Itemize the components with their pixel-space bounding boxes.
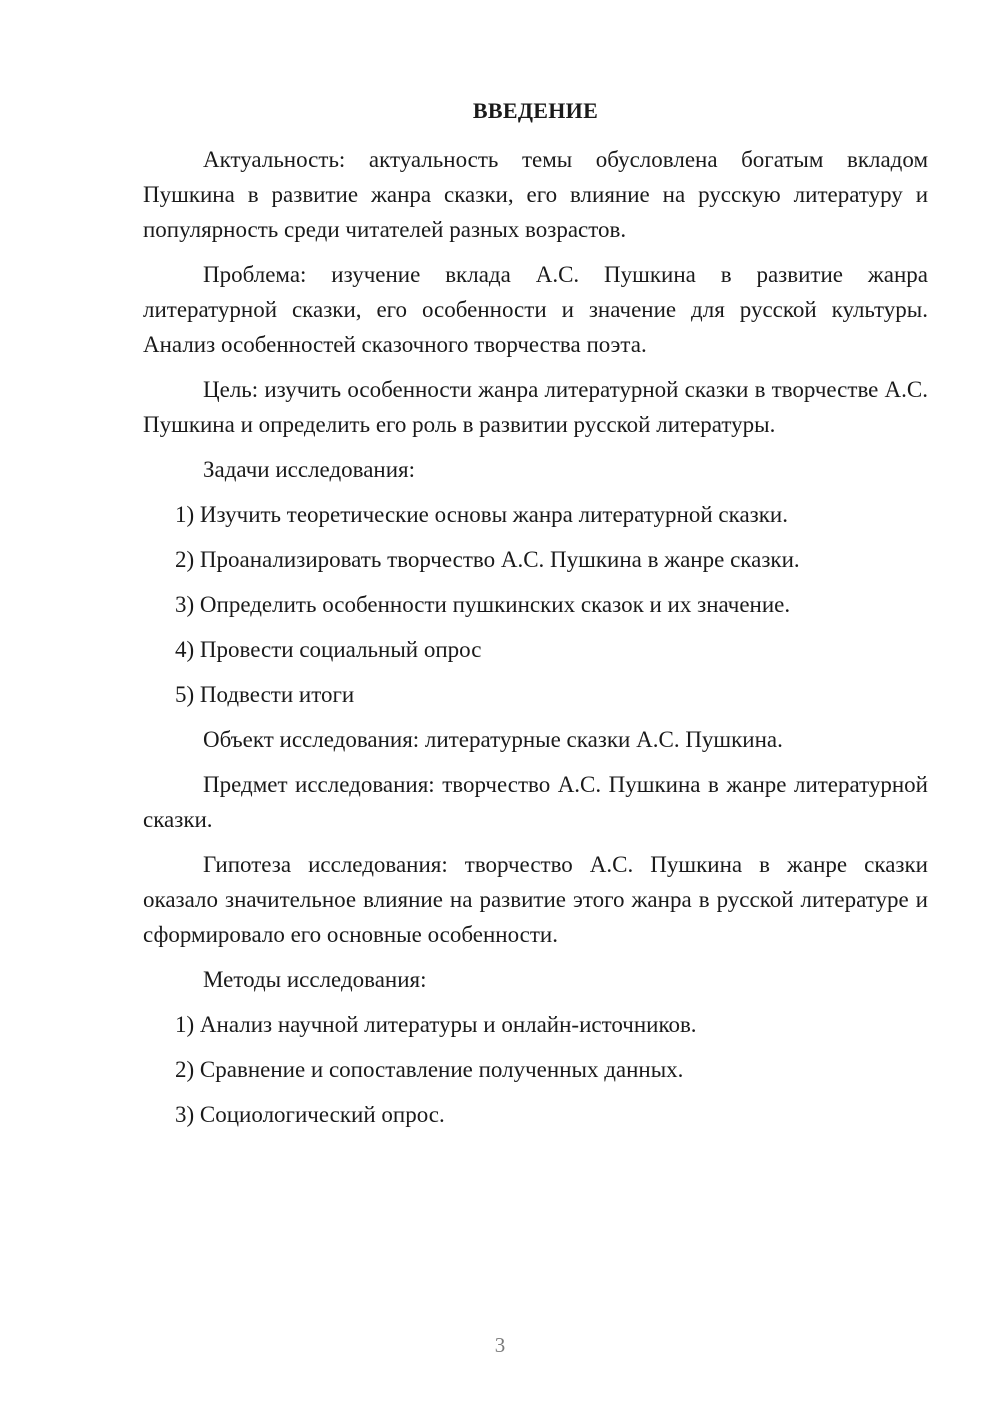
tasks-heading: Задачи исследования: (203, 457, 416, 482)
problem-paragraph: Проблема: изучение вклада А.С. Пушкина в развитие жанра литературной сказки, его особенности и значение для русской культуры. Анализ особенностей сказочного творчества поэта. (143, 262, 928, 357)
method-item: 3) Социологический опрос. (175, 1102, 445, 1127)
goal-paragraph: Цель: изучить особенности жанра литературной сказки в творчестве А.С. Пушкина и определить его роль в развитии русской литературы. (143, 377, 928, 437)
page-number: 3 (494, 1333, 506, 1357)
document-page (143, 96, 928, 1142)
method-item: 1) Анализ научной литературы и онлайн-источников. (175, 1012, 697, 1037)
methods-heading: Методы исследования: (203, 967, 427, 992)
hypothesis-paragraph: Гипотеза исследования: творчество А.С. Пушкина в жанре сказки оказало значительное влияние на развитие этого жанра в русской литературе и сформировало его основные особенности. (143, 852, 928, 947)
task-item: 4) Провести социальный опрос (175, 637, 482, 662)
relevance-paragraph: Актуальность: актуальность темы обусловлена богатым вкладом Пушкина в развитие жанра сказки, его влияние на русскую литературу и популярность среди читателей разных возрастов. (143, 147, 928, 242)
subject-paragraph: Предмет исследования: творчество А.С. Пушкина в жанре литературной сказки. (143, 772, 928, 832)
task-item: 2) Проанализировать творчество А.С. Пушкина в жанре сказки. (175, 547, 800, 572)
task-item: 3) Определить особенности пушкинских сказок и их значение. (175, 592, 791, 617)
task-item: 1) Изучить теоретические основы жанра литературной сказки. (175, 502, 788, 527)
object-paragraph: Объект исследования: литературные сказки А.С. Пушкина. (203, 727, 783, 752)
method-item: 2) Сравнение и сопоставление полученных данных. (175, 1057, 684, 1082)
task-item: 5) Подвести итоги (175, 682, 355, 707)
page-title: ВВЕДЕНИЕ (472, 98, 599, 123)
